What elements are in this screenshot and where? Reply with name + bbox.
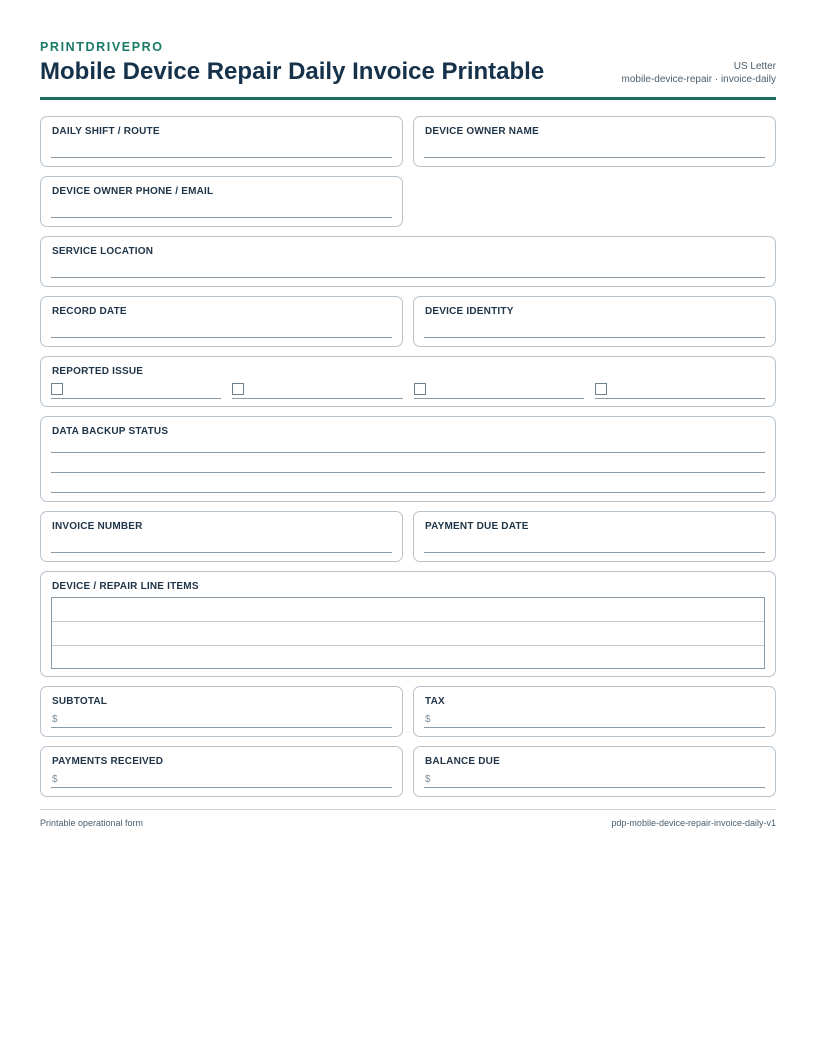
balance-due-label: BALANCE DUE: [425, 756, 500, 767]
option-write-line[interactable]: [51, 398, 221, 399]
table-row-divider: [52, 645, 764, 646]
payments-received-field[interactable]: [40, 746, 403, 797]
payments-received-input-line[interactable]: [51, 787, 392, 788]
daily-shift-route-input-line[interactable]: [51, 157, 392, 158]
subtotal-field[interactable]: [40, 686, 403, 737]
option-write-line[interactable]: [595, 398, 765, 399]
reported-issue-option-2[interactable]: [232, 382, 403, 399]
invoice-number-field[interactable]: [40, 511, 403, 562]
checkbox[interactable]: [414, 383, 426, 395]
daily-shift-route-label: DAILY SHIFT / ROUTE: [52, 126, 160, 137]
invoice-number-input-line[interactable]: [51, 552, 392, 553]
option-write-line[interactable]: [414, 398, 584, 399]
device-owner-name-input-line[interactable]: [424, 157, 765, 158]
device-owner-contact-input-line[interactable]: [51, 217, 392, 218]
payment-due-date-label: PAYMENT DUE DATE: [425, 521, 529, 532]
page-title: Mobile Device Repair Daily Invoice Printable: [40, 58, 545, 85]
line-items-label: DEVICE / REPAIR LINE ITEMS: [52, 581, 199, 592]
header-rule: [40, 97, 776, 100]
line-items-table[interactable]: [51, 597, 765, 669]
service-location-label: SERVICE LOCATION: [52, 246, 154, 257]
document-tags: mobile-device-repair · invoice-daily: [621, 74, 776, 85]
reported-issue-option-3[interactable]: [414, 382, 584, 399]
reported-issue-field: [40, 356, 776, 407]
tax-input-line[interactable]: [424, 727, 765, 728]
currency-symbol: $: [52, 714, 58, 725]
checkbox[interactable]: [51, 383, 63, 395]
device-owner-contact-field[interactable]: [40, 176, 403, 227]
data-backup-status-field[interactable]: [40, 416, 776, 502]
data-backup-status-label: DATA BACKUP STATUS: [52, 426, 169, 437]
checkbox[interactable]: [595, 383, 607, 395]
brand-name: PRINTDRIVEPRO: [40, 40, 164, 54]
device-identity-input-line[interactable]: [424, 337, 765, 338]
paper-size: US Letter: [733, 61, 776, 72]
record-date-label: RECORD DATE: [52, 306, 127, 317]
service-location-field[interactable]: [40, 236, 776, 287]
line-items-section: [40, 571, 776, 677]
device-identity-field[interactable]: [413, 296, 776, 347]
record-date-field[interactable]: [40, 296, 403, 347]
device-owner-name-field[interactable]: [413, 116, 776, 167]
device-identity-label: DEVICE IDENTITY: [425, 306, 514, 317]
data-backup-line-1[interactable]: [51, 452, 765, 453]
document-meta: [621, 60, 776, 86]
checkbox[interactable]: [232, 383, 244, 395]
footer-rule: [40, 809, 776, 810]
data-backup-line-2[interactable]: [51, 472, 765, 473]
invoice-number-label: INVOICE NUMBER: [52, 521, 143, 532]
reported-issue-option-4[interactable]: [595, 382, 765, 399]
record-date-input-line[interactable]: [51, 337, 392, 338]
table-row-divider: [52, 621, 764, 622]
device-owner-name-label: DEVICE OWNER NAME: [425, 126, 539, 137]
payment-due-date-field[interactable]: [413, 511, 776, 562]
payments-received-label: PAYMENTS RECEIVED: [52, 756, 164, 767]
option-write-line[interactable]: [232, 398, 403, 399]
balance-due-input-line[interactable]: [424, 787, 765, 788]
payment-due-date-input-line[interactable]: [424, 552, 765, 553]
footer-left-text: Printable operational form: [40, 818, 144, 828]
data-backup-line-3[interactable]: [51, 492, 765, 493]
device-owner-contact-label: DEVICE OWNER PHONE / EMAIL: [52, 186, 214, 197]
daily-shift-route-field[interactable]: [40, 116, 403, 167]
tax-label: TAX: [425, 696, 445, 707]
reported-issue-option-1[interactable]: [51, 382, 221, 399]
currency-symbol: $: [52, 774, 58, 785]
balance-due-field[interactable]: [413, 746, 776, 797]
service-location-input-line[interactable]: [51, 277, 765, 278]
currency-symbol: $: [425, 774, 431, 785]
footer-form-id: pdp-mobile-device-repair-invoice-daily-v1: [611, 818, 776, 828]
reported-issue-label: REPORTED ISSUE: [52, 366, 144, 377]
currency-symbol: $: [425, 714, 431, 725]
tax-field[interactable]: [413, 686, 776, 737]
subtotal-label: SUBTOTAL: [52, 696, 108, 707]
subtotal-input-line[interactable]: [51, 727, 392, 728]
